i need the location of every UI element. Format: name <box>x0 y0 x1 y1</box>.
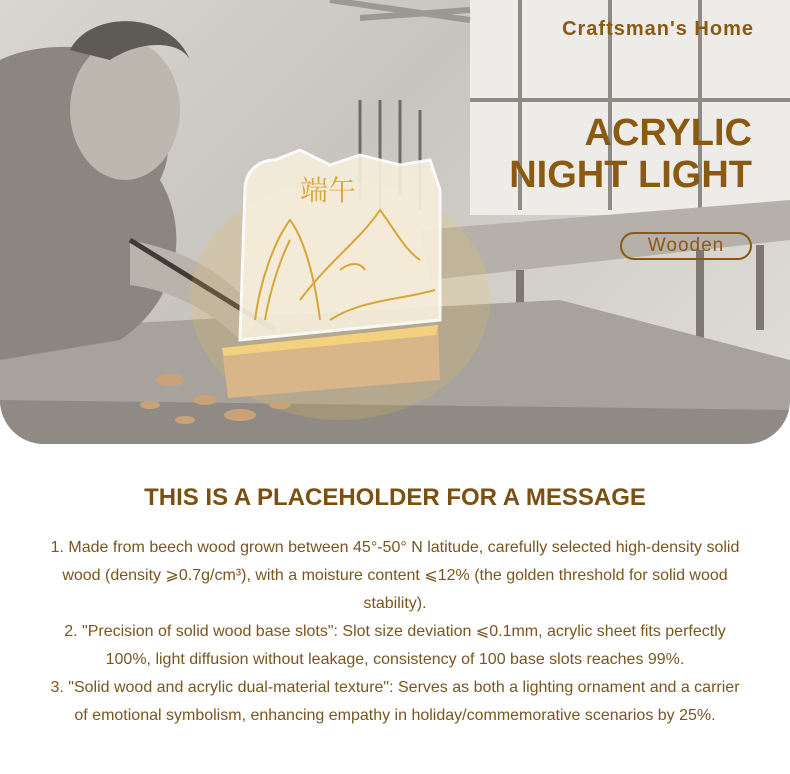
material-badge: Wooden <box>620 232 752 260</box>
product-title <box>509 112 752 196</box>
feature-list <box>48 534 742 730</box>
section-heading: THIS IS A PLACEHOLDER FOR A MESSAGE <box>144 484 646 511</box>
product-title-line1: ACRYLIC <box>584 112 752 154</box>
feature-item: 2. "Precision of solid wood base slots": Slot size deviation ⩽0.1mm, acrylic sheet fits perfectly 100%, light diffusion without leakage, consistency of 100 base slots reaches 99%. <box>64 623 726 668</box>
acrylic-characters: 端午 <box>300 174 357 207</box>
feature-item: 3. "Solid wood and acrylic dual-material texture": Serves as both a lighting ornament and a carrier of emotional symbolism, enhancing empathy in holiday/commemorative scenarios by 25%. <box>50 679 740 724</box>
product-title-line2: NIGHT LIGHT <box>509 154 752 196</box>
brand-name: Craftsman's Home <box>562 18 754 40</box>
feature-item: 1. Made from beech wood grown between 45°-50° N latitude, carefully selected high-density solid wood (density ⩾0.7g/cm³), with a moisture content ⩽12% (the golden threshold for solid wood stability). <box>50 539 740 612</box>
